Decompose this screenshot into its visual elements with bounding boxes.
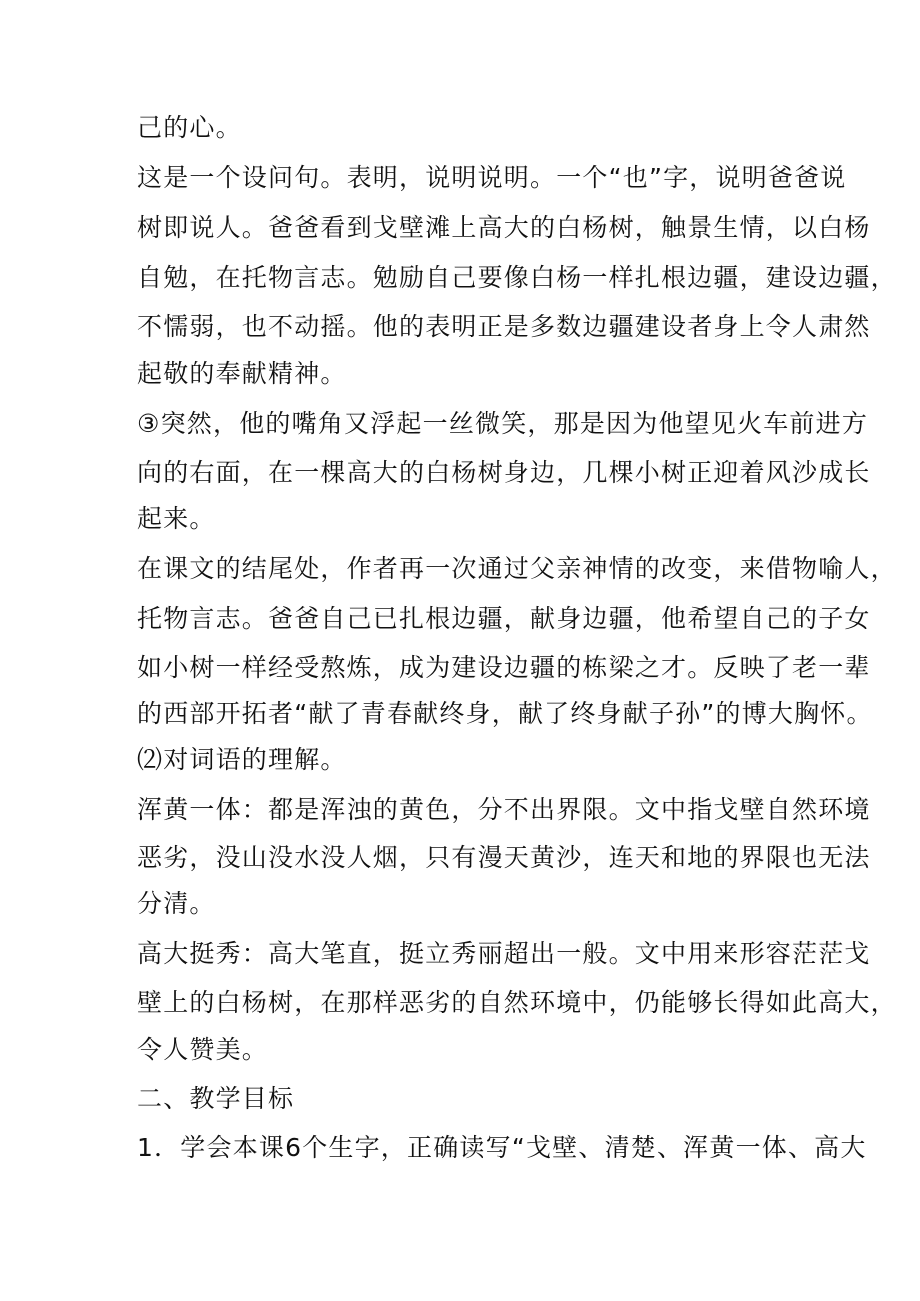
text-line: 起来。: [137, 504, 216, 533]
text-line: 不懦弱，也不动摇。他的表明正是多数边疆建设者身上令人肃然: [137, 312, 871, 341]
text-line: 高大挺秀：高大笔直，挺立秀丽超出一般。文中用来形容茫茫戈: [137, 939, 871, 968]
section-heading: 二、教学目标: [137, 1084, 295, 1113]
text-line: 在课文的结尾处，作者再一次通过父亲神情的改变，来借物喻人，: [137, 554, 897, 583]
text-line: 己的心。: [137, 113, 242, 142]
text-line: 令人赞美。: [137, 1035, 269, 1064]
text-line: 1．学会本课6个生字，正确读写“戈壁、清楚、浑黄一体、高大: [137, 1133, 867, 1162]
text-line: 自勉，在托物言志。勉励自己要像白杨一样扎根边疆，建设边疆，: [137, 263, 897, 292]
text-line: 浑黄一体：都是浑浊的黄色，分不出界限。文中指戈壁自然环境: [137, 795, 871, 824]
text-line: 壁上的白杨树，在那样恶劣的自然环境中，仍能够长得如此高大，: [137, 988, 897, 1017]
text-line: 向的右面，在一棵高大的白杨树身边，几棵小树正迎着风沙成长: [137, 458, 871, 487]
text-line: 的西部开拓者“献了青春献终身，献了终身献子孙”的博大胸怀。: [137, 699, 873, 728]
text-line: 这是一个设问句。表明，说明说明。一个“也”字，说明爸爸说: [137, 163, 847, 192]
text-line: 起敬的奉献精神。: [137, 359, 347, 388]
text-line: 分清。: [137, 889, 216, 918]
text-line: 如小树一样经受熬炼，成为建设边疆的栋梁之才。反映了老一辈: [137, 653, 871, 682]
text-line: ⑵对词语的理解。: [137, 745, 347, 774]
text-line: 恶劣，没山没水没人烟，只有漫天黄沙，连天和地的界限也无法: [137, 843, 871, 872]
text-line: 树即说人。爸爸看到戈壁滩上高大的白杨树，触景生情，以白杨: [137, 213, 871, 242]
text-line: ③突然，他的嘴角又浮起一丝微笑，那是因为他望见火车前进方: [137, 409, 869, 438]
text-line: 托物言志。爸爸自己已扎根边疆，献身边疆，他希望自己的子女: [137, 604, 871, 633]
